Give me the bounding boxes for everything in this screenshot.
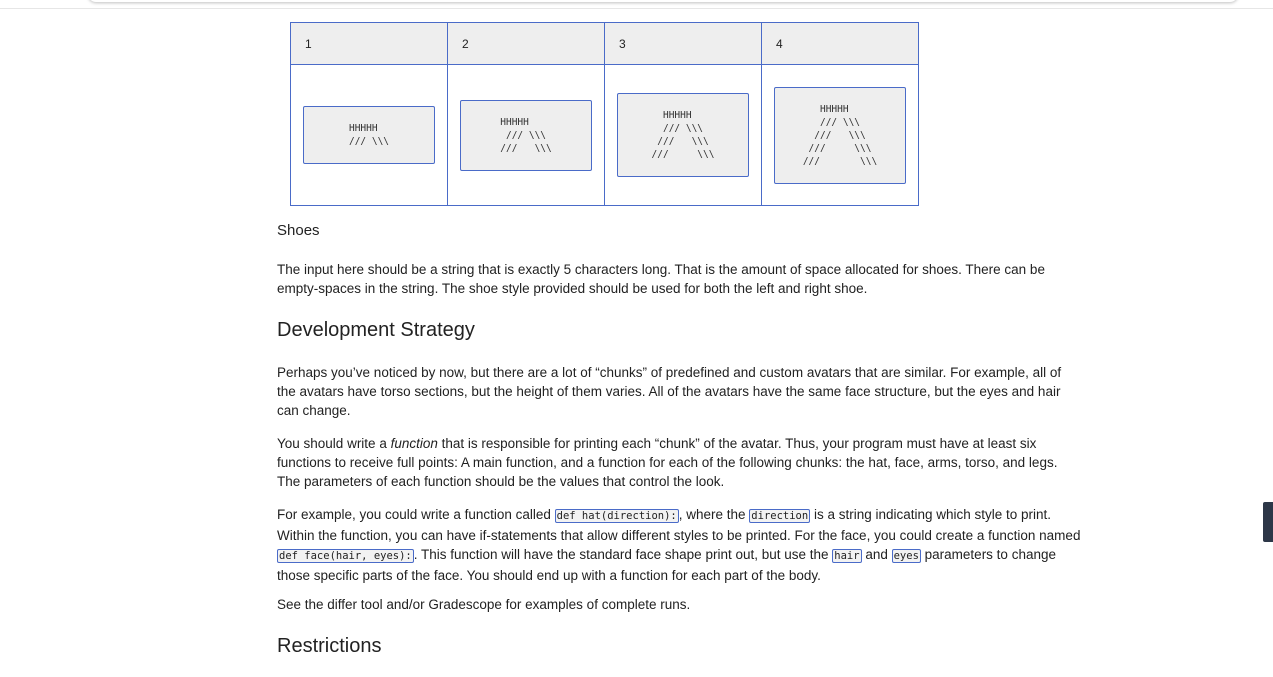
shoes-heading: Shoes bbox=[277, 222, 320, 239]
inline-code: def face(hair, eyes): bbox=[279, 550, 412, 562]
text-span: is a string indicating which style to print. Within the function, you can have if-statements that allow different styles to be printed. For the face, you could create a function named bbox=[277, 507, 1081, 543]
top-bar bbox=[0, 0, 1273, 9]
legs-style-table bbox=[290, 22, 919, 206]
table-row bbox=[291, 65, 919, 206]
development-strategy-heading: Development Strategy bbox=[277, 319, 475, 341]
text-span: that is responsible for printing each “chunk” of the avatar. Thus, your program must have at least six functions to receive full points: A main function, and a function for each of the following chunks: the hat, face, arms, torso, and legs. The parameters of each function should be the values that control the look. bbox=[277, 436, 1058, 489]
development-paragraph-1: Perhaps you’ve noticed by now, but there are a lot of “chunks” of predefined and custom avatars that are similar. For example, all of the avatars have torso sections, but the height of them varies. All of the avatars have the same face structure, but the eyes and hair can change. bbox=[277, 365, 1062, 418]
shoes-paragraph: The input here should be a string that is exactly 5 characters long. That is the amount of space allocated for shoes. There can be empty-spaces in the string. The shoe style provided should be used for both the left and right shoe. bbox=[277, 262, 1045, 296]
code-block bbox=[774, 87, 906, 184]
ascii-art: HHHHH /// \\\ /// \\\ /// \\\ bbox=[651, 110, 715, 160]
restrictions-heading: Restrictions bbox=[277, 635, 382, 657]
emphasis-text: function bbox=[390, 436, 438, 451]
search-bar[interactable] bbox=[88, 0, 1238, 2]
table-header-cell: 3 bbox=[605, 23, 762, 65]
ascii-art: HHHHH /// \\\ /// \\\ bbox=[500, 116, 552, 154]
text-span: . This function will have the standard face shape print out, but use the bbox=[413, 547, 833, 562]
text-span: parameters to change those specific parts of the face. You should end up with a function for each part of the body. bbox=[277, 547, 1056, 583]
inline-code: eyes bbox=[893, 550, 919, 562]
text-span: For example, you could write a function called bbox=[277, 507, 555, 522]
inline-code: direction bbox=[751, 510, 809, 522]
code-block bbox=[617, 93, 749, 177]
development-paragraph-4: See the differ tool and/or Gradescope for examples of complete runs. bbox=[277, 597, 691, 612]
development-paragraph-3 bbox=[277, 505, 1083, 585]
table-header-cell: 4 bbox=[762, 23, 919, 65]
code-block bbox=[303, 106, 435, 164]
table-cell bbox=[605, 65, 762, 206]
ascii-art: HHHHH /// \\\ /// \\\ /// \\\ /// \\\ bbox=[802, 103, 878, 167]
table-header-cell: 1 bbox=[291, 23, 448, 65]
side-panel-tab[interactable] bbox=[1263, 502, 1273, 542]
table-cell bbox=[448, 65, 605, 206]
text-span: , where the bbox=[678, 507, 750, 522]
table-cell bbox=[291, 65, 448, 206]
table-header-row bbox=[291, 23, 919, 65]
table-header-cell: 2 bbox=[448, 23, 605, 65]
table-cell bbox=[762, 65, 919, 206]
inline-code: def hat(direction): bbox=[556, 510, 677, 522]
code-block bbox=[460, 100, 592, 171]
text-span: You should write a bbox=[277, 436, 391, 451]
development-paragraph-2 bbox=[277, 434, 1083, 491]
inline-code: hair bbox=[834, 550, 860, 562]
text-span: and bbox=[861, 547, 892, 562]
ascii-art: HHHHH /// \\\ bbox=[348, 123, 390, 147]
